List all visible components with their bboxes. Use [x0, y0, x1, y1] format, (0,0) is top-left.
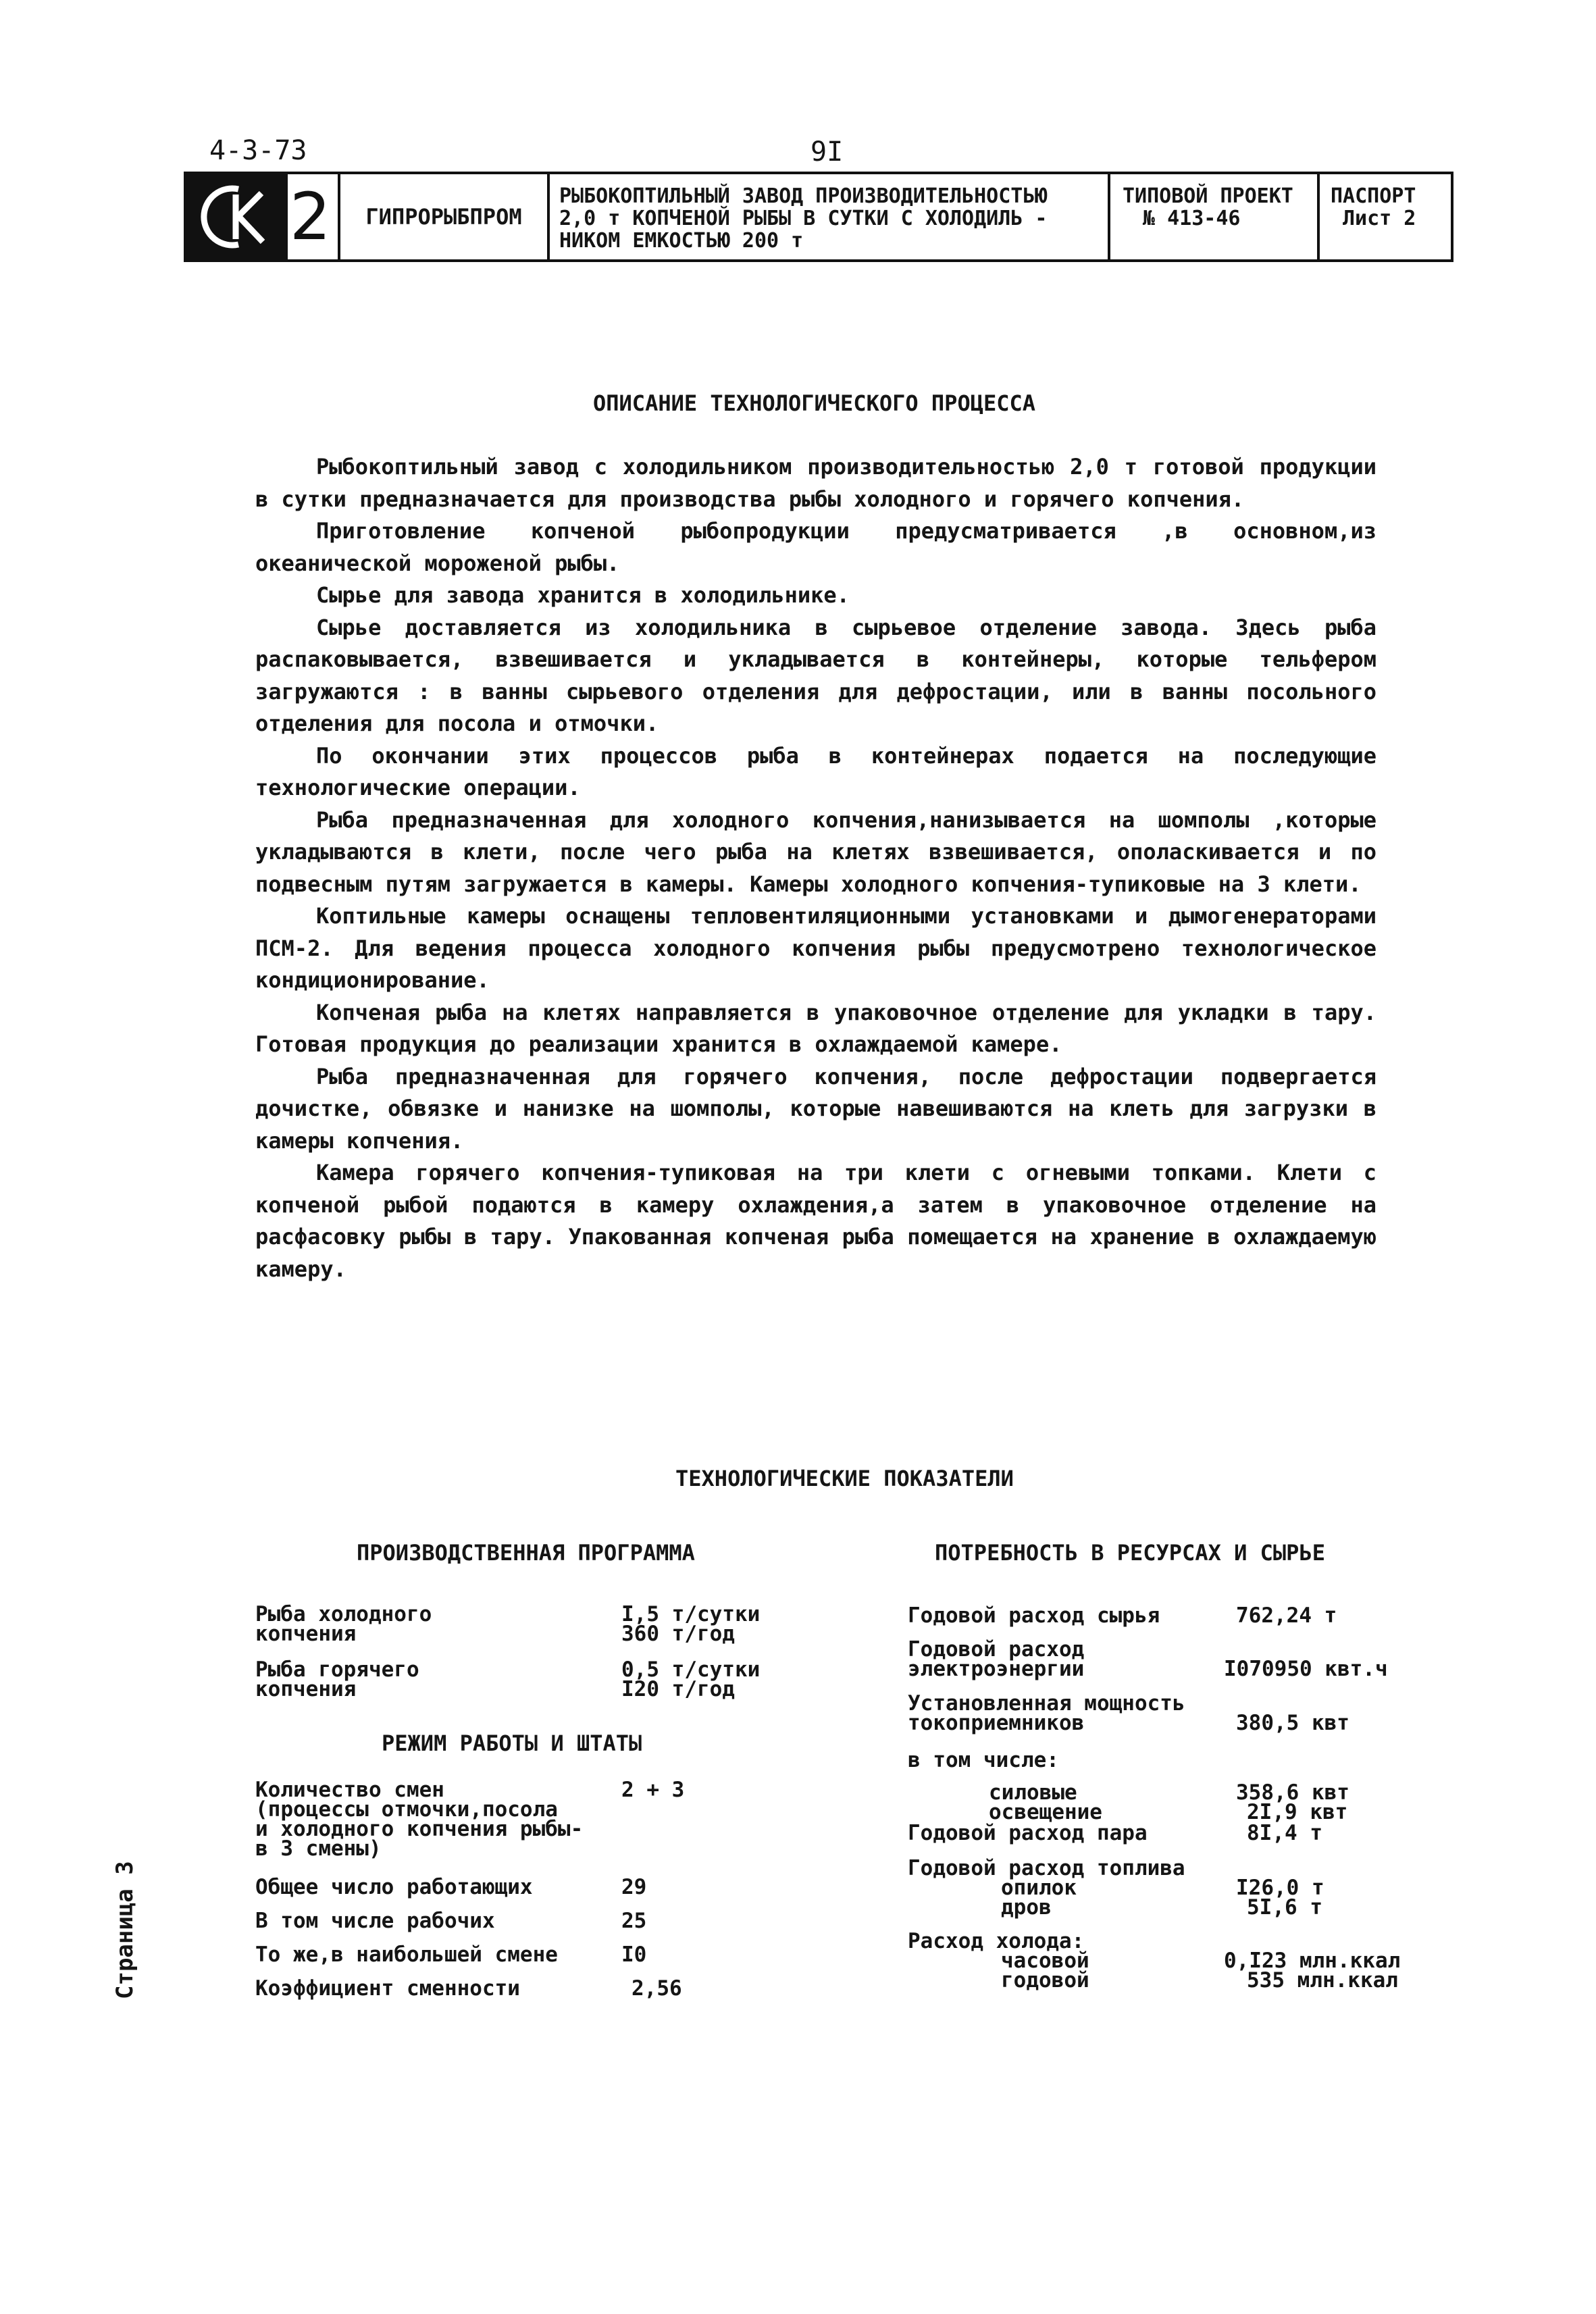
raw-value: 762,24 т [1236, 1603, 1337, 1628]
paragraph: Приготовление копченой рыбопродукции предусматривается ,в основном,из океанической мороженой рыбы. [255, 518, 1376, 576]
title-line: РЫБОКОПТИЛЬНЫЙ ЗАВОД ПРОИЗВОДИТЕЛЬНОСТЬЮ [559, 184, 1048, 208]
steam-label: Годовой расход пара [908, 1821, 1148, 1845]
power-label-1: Установленная мощность [908, 1691, 1185, 1716]
staff-heading: РЕЖИМ РАБОТЫ И ШТАТЫ [382, 1730, 642, 1756]
elec-label-2: электроэнергии [908, 1657, 1085, 1681]
workers-value: 25 [621, 1909, 647, 1933]
steam-value: 8I,4 т [1247, 1821, 1322, 1845]
side-page-label: Страница 3 [111, 1861, 138, 1999]
ratio-label: Коэффициент сменности [255, 1976, 520, 2001]
passport-line: ПАСПОРТ [1331, 184, 1416, 208]
project-title [550, 174, 1110, 259]
workers-total-value: 29 [621, 1875, 647, 1899]
cold-value-yearly: 535 млн.ккал [1247, 1968, 1398, 1992]
title-line: 2,0 т КОПЧЕНОЙ РЫБЫ В СУТКИ С ХОЛОДИЛЬ - [559, 207, 1048, 230]
workers-total-label: Общее число работающих [255, 1875, 533, 1899]
page-number: 9I [810, 136, 844, 168]
paragraph: Копченая рыба на клетях направляется в упаковочное отделение для укладки в тару. Готовая продукция до реализации хранится в охлаждаемой камере. [255, 999, 1376, 1057]
cold-label-2: копчения [255, 1622, 357, 1646]
cold-item-2: годовой [1001, 1968, 1089, 1992]
cold-label-1: Рыба холодного [255, 1602, 432, 1626]
cold-value-year: 360 т/год [621, 1622, 735, 1646]
power-item-2: освещение [989, 1800, 1102, 1824]
logo [186, 174, 288, 259]
fuel-item-1: опилок [1001, 1876, 1077, 1900]
fuel-label: Годовой расход топлива [908, 1856, 1185, 1880]
shifts-label-1: Количество смен [255, 1778, 444, 1802]
resources-heading: ПОТРЕБНОСТЬ В РЕСУРСАХ И СЫРЬЕ [935, 1540, 1325, 1566]
paragraph: Коптильные камеры оснащены тепловентиляционными установками и дымогенераторами ПСМ-2. Для ведения процесса холодного копчения рыбы предусмотрено технологическое кондиционирование. [255, 903, 1376, 993]
raw-label: Годовой расход сырья [908, 1603, 1160, 1628]
hot-value-year: I20 т/год [621, 1677, 735, 1701]
hot-value-day: 0,5 т/сутки [621, 1657, 761, 1682]
project-line: № 413-46 [1143, 207, 1241, 230]
paragraph: По окончании этих процессов рыба в контейнерах подается на последующие технологические операции. [255, 742, 1376, 800]
cold-consumption-label: Расход холода: [908, 1929, 1085, 1953]
cold-item-1: часовой [1001, 1949, 1089, 1973]
fuel-value-2: 5I,6 т [1247, 1895, 1322, 1920]
max-shift-label: То же,в наибольшей смене [255, 1943, 558, 1967]
shifts-value: 2 + 3 [621, 1778, 685, 1802]
power-item-value-1: 358,6 квт [1236, 1780, 1349, 1805]
shifts-label-2: (процессы отмочки,посола [255, 1797, 558, 1822]
ck-logo-icon [197, 180, 278, 254]
logo-number: 2 [289, 179, 331, 255]
project-number [1110, 174, 1320, 259]
description-text [255, 451, 1376, 1285]
hot-label-1: Рыба горячего [255, 1657, 419, 1682]
title-line: НИКОМ ЕМКОСТЬЮ 200 т [559, 229, 804, 253]
cold-value-day: I,5 т/сутки [621, 1602, 761, 1626]
paragraph: Сырье доставляется из холодильника в сырьевое отделение завода. Здесь рыба распаковывается, взвешивается и укладывается в контейнеры, которые тельфером загружаются : в ванны сырьевого отделения для дефростации, или в ванны посольного отделения для посола и отмочки. [255, 614, 1376, 736]
project-line: ТИПОВОЙ ПРОЕКТ [1123, 184, 1293, 208]
title-block [184, 172, 1453, 262]
paragraph: Камера горячего копчения-тупиковая на три клети с огневыми топками. Клети с копченой рыбой подаются в камеру охлаждения,а затем в упаковочное отделение на расфасовку рыбы в тару. Упакованная копченая рыба помещается на хранение в охлаждаемую камеру. [255, 1160, 1376, 1282]
ratio-value: 2,56 [632, 1976, 682, 2001]
description-heading: ОПИСАНИЕ ТЕХНОЛОГИЧЕСКОГО ПРОЦЕССА [593, 390, 1036, 416]
cold-value-hourly: 0,I23 млн.ккал [1224, 1949, 1401, 1973]
paragraph: Сырье для завода хранится в холодильнике. [316, 582, 850, 608]
fuel-item-2: дров [1001, 1895, 1052, 1920]
elec-value: I070950 квт.ч [1224, 1657, 1388, 1681]
paragraph: Рыба предназначенная для холодного копчения,нанизывается на шомполы ,которые укладываются в клети, после чего рыба на клетях взвешивается, ополаскивается и по подвесным путям загружается в камеры. Камеры холодного копчения-тупиковые на 3 клети. [255, 806, 1376, 897]
incl-label: в том числе: [908, 1748, 1059, 1772]
organization: ГИПРОРЫБПРОМ [340, 174, 550, 259]
logo-cell [186, 174, 340, 259]
shifts-label-3: и холодного копчения рыбы- [255, 1817, 584, 1841]
paragraph: Рыба предназначенная для горячего копчения, после дефростации подвергается дочистке, обвязке и нанизке на шомполы, которые навешиваются на клеть для загрузки в камеры копчения. [255, 1063, 1376, 1154]
fuel-value-1: I26,0 т [1236, 1876, 1324, 1900]
doc-code: 4-3-73 [209, 135, 307, 166]
passport-line: Лист 2 [1343, 207, 1416, 230]
elec-label-1: Годовой расход [908, 1637, 1085, 1662]
hot-label-2: копчения [255, 1677, 357, 1701]
power-item-value-2: 2I,9 квт [1247, 1800, 1348, 1824]
paragraph: Рыбокоптильный завод с холодильником производительностью 2,0 т готовой продукции в сутки предназначается для производства рыбы холодного и горячего копчения. [255, 454, 1376, 512]
program-heading: ПРОИЗВОДСТВЕННАЯ ПРОГРАММА [357, 1540, 695, 1566]
workers-label: В том числе рабочих [255, 1909, 495, 1933]
power-item-1: силовые [989, 1780, 1077, 1805]
passport-sheet [1320, 174, 1451, 259]
power-label-2: токоприемников [908, 1711, 1085, 1735]
indicators-heading: ТЕХНОЛОГИЧЕСКИЕ ПОКАЗАТЕЛИ [675, 1466, 1014, 1491]
max-shift-value: I0 [621, 1943, 647, 1967]
power-value: 380,5 квт [1236, 1711, 1349, 1735]
shifts-label-4: в 3 смены) [255, 1836, 382, 1861]
